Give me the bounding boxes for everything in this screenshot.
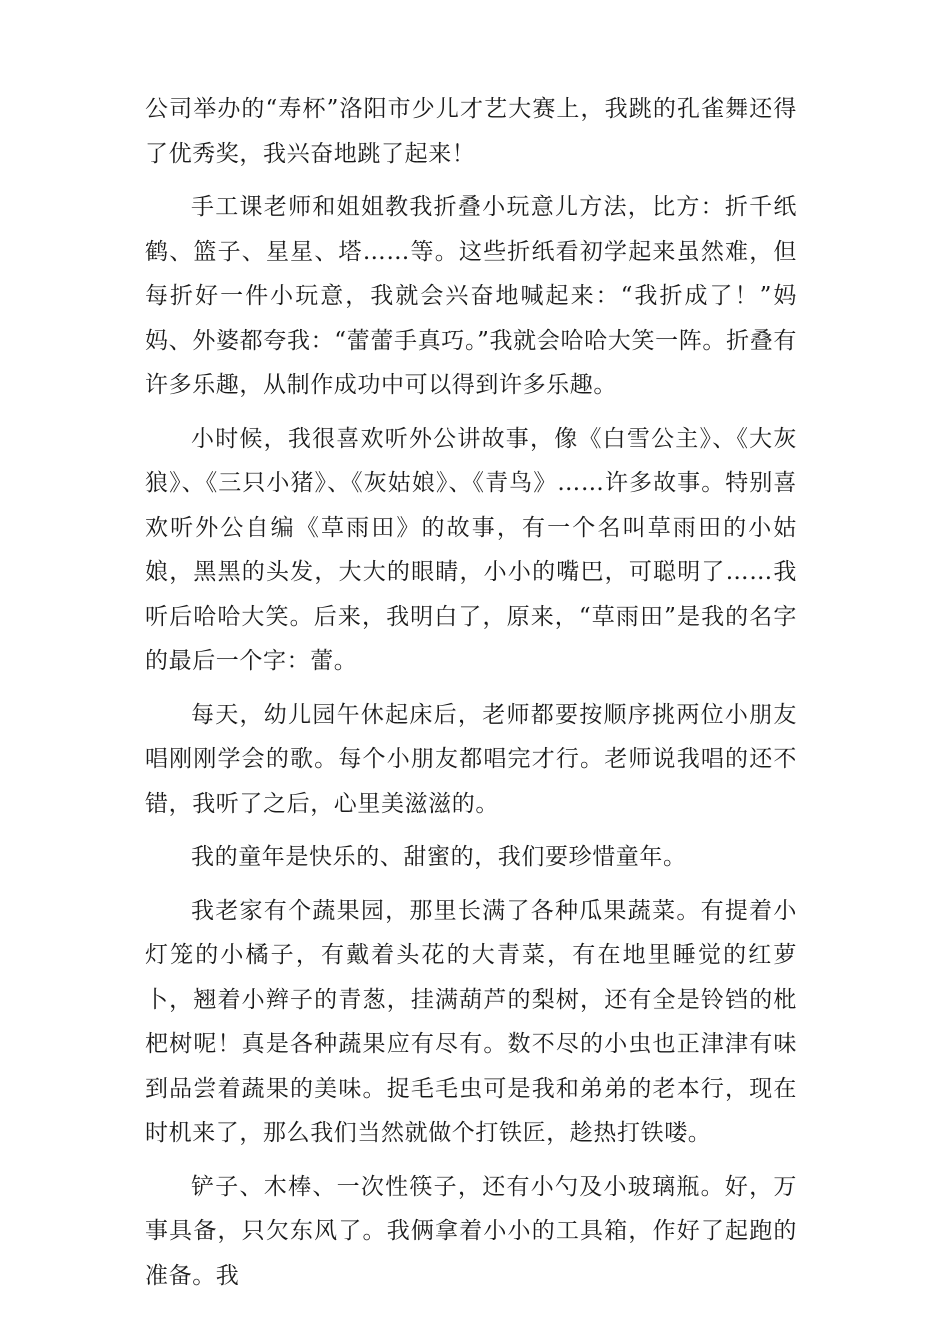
paragraph-7: 铲子、木棒、一次性筷子，还有小勺及小玻璃瓶。好，万事具备，只欠东风了。我俩拿着小小的工具箱，作好了起跑的准备。我 bbox=[145, 1173, 797, 1289]
paragraph-2: 手工课老师和姐姐教我折叠小玩意儿方法，比方：折千纸鹤、篮子、星星、塔……等。这些折纸看初学起来虽然难，但每折好一件小玩意，我就会兴奋地喊起来：“我折成了！”妈妈、外婆都夸我：“蕾蕾手真巧。”我就会哈哈大笑一阵。折叠有许多乐趣，从制作成功中可以得到许多乐趣。 bbox=[145, 194, 797, 398]
paragraph-5: 我的童年是快乐的、甜蜜的，我们要珍惜童年。 bbox=[191, 844, 687, 870]
paragraph-6: 我老家有个蔬果园，那里长满了各种瓜果蔬菜。有提着小灯笼的小橘子，有戴着头花的大青菜，有在地里睡觉的红萝卜，翘着小辫子的青葱，挂满葫芦的梨树，还有全是铃铛的枇杷树呢！真是各种蔬果应有尽有。数不尽的小虫也正津津有味到品尝着蔬果的美味。捉毛毛虫可是我和弟弟的老本行，现在时机来了，那么我们当然就做个打铁匠，趁热打铁喽。 bbox=[145, 897, 797, 1146]
paragraph-4: 每天，幼儿园午休起床后，老师都要按顺序挑两位小朋友唱刚刚学会的歌。每个小朋友都唱完才行。老师说我唱的还不错，我听了之后，心里美滋滋的。 bbox=[145, 701, 797, 817]
paragraph-1: 公司举办的“寿杯”洛阳市少儿才艺大赛上，我跳的孔雀舞还得了优秀奖，我兴奋地跳了起来！ bbox=[145, 96, 797, 167]
paragraph-3: 小时候，我很喜欢听外公讲故事，像《白雪公主》、《大灰狼》、《三只小猪》、《灰姑娘》、《青鸟》……许多故事。特别喜欢听外公自编《草雨田》的故事，有一个名叫草雨田的小姑娘，黑黑的头发，大大的眼睛，小小的嘴巴，可聪明了……我听后哈哈大笑。后来，我明白了，原来，“草雨田”是我的名字的最后一个字：蕾。 bbox=[145, 425, 797, 674]
document-body bbox=[145, 87, 797, 1307]
